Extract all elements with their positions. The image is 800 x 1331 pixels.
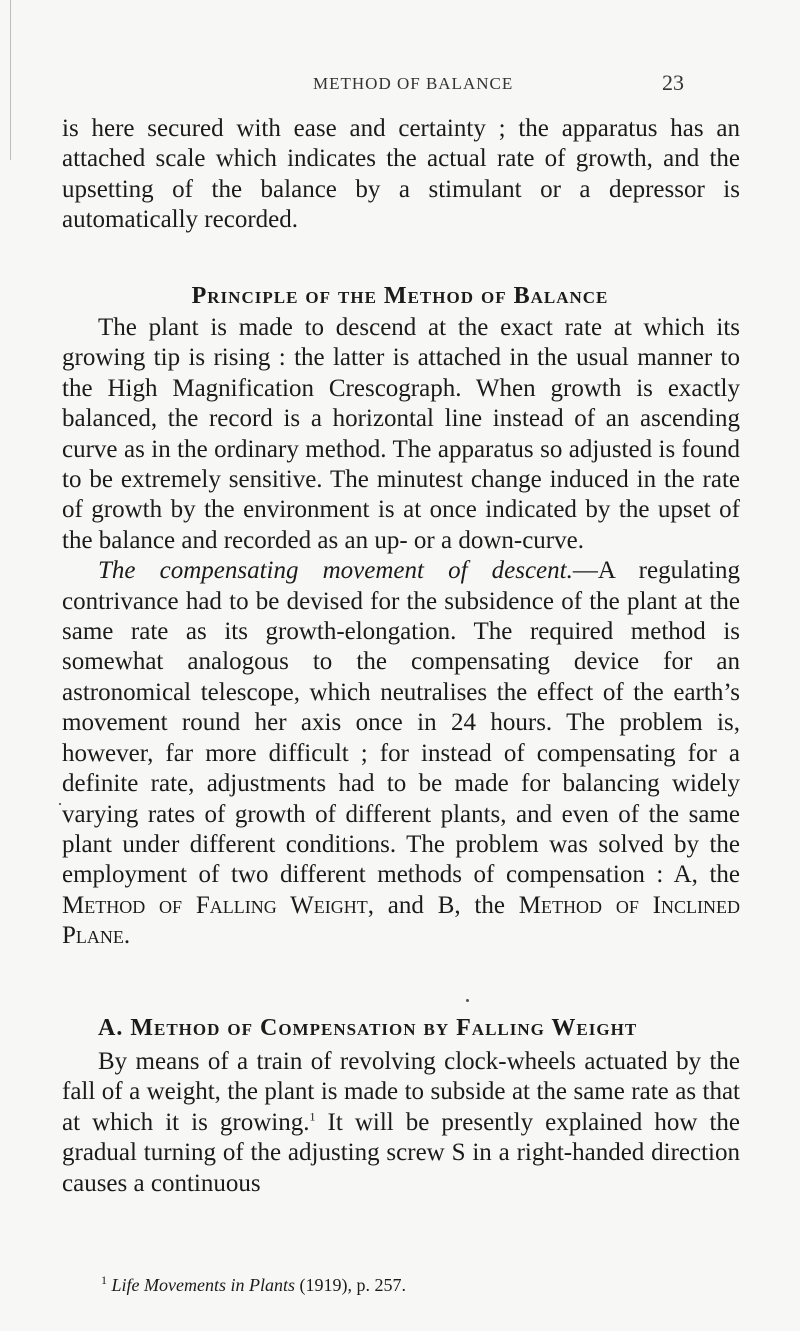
print-mark <box>59 803 61 805</box>
paragraph-principle-section <box>62 313 740 952</box>
footnote-citation: (1919), p. 257. <box>294 1275 406 1295</box>
paragraph-falling-weight <box>62 1047 740 1199</box>
method-connector: , and B, the <box>367 891 519 919</box>
section-heading-method-a: A. Method of Compensation by Falling Weight <box>98 1015 638 1041</box>
compensating-body: —A regulating contrivance had to be devised for the subsidence of the plant at the same rate as its growth-elongation. The required method is somewhat analogous to the compensating device for an astronomical telescope, which neutralises the effect of the earth’s movement round her axis once in 24 hours. The problem is, however, far more difficult ; for instead of compensating for a definite rate, adjustments had to be made for balancing widely varying rates of growth of different plants, and even of the same plant under different conditions. The problem was solved by the employment of two different methods of compensation : A, the <box>62 557 741 889</box>
paragraph-principle: The plant is made to descend at the exact rate at which its growing tip is rising : the latter is attached in the usual manner to the High Magnification Crescograph. When growth is exactly balanced, the record is a horizontal line instead of an ascending curve as in the ordinary method. The apparatus so adjusted is found to be extremely sensitive. The minutest change induced in the rate of growth by the environment is at once indicated by the upset of the balance and recorded as an up- or a down-curve. <box>62 314 740 554</box>
page-header <box>0 70 800 100</box>
footnote-reference: 1 <box>309 1109 316 1124</box>
compensating-lead: The compensating movement of descent. <box>98 557 573 585</box>
period: . <box>123 922 131 950</box>
falling-weight-text-1: By means of a train of revolving clock-wheels actuated by the fall of a weight, the plant is made to subside at the same rate as that at which it is growing. <box>62 1048 740 1136</box>
footnote-title: Life Movements in Plants <box>111 1275 295 1295</box>
page-number: 23 <box>662 70 684 95</box>
method-b-name: Method of Inclined Plane <box>62 891 740 950</box>
falling-weight-text-2: It will be presently explained how the gradual turning of the adjusting screw S in a right-handed direction causes a continuous <box>62 1108 740 1197</box>
print-mark <box>466 999 469 1002</box>
paragraph-intro: is here secured with ease and certainty ; the apparatus has an attached scale which indicates the actual rate of growth, and the upsetting of the balance by a stimulant or a depressor is automatically recorded. <box>62 115 740 234</box>
footnote-marker: 1 <box>101 1273 107 1287</box>
section-heading-principle: Principle of the Method of Balance <box>191 283 609 309</box>
footnote <box>101 1273 761 1297</box>
running-head: METHOD OF BALANCE <box>313 74 514 93</box>
method-a-name: Method of Falling Weight <box>62 891 368 919</box>
